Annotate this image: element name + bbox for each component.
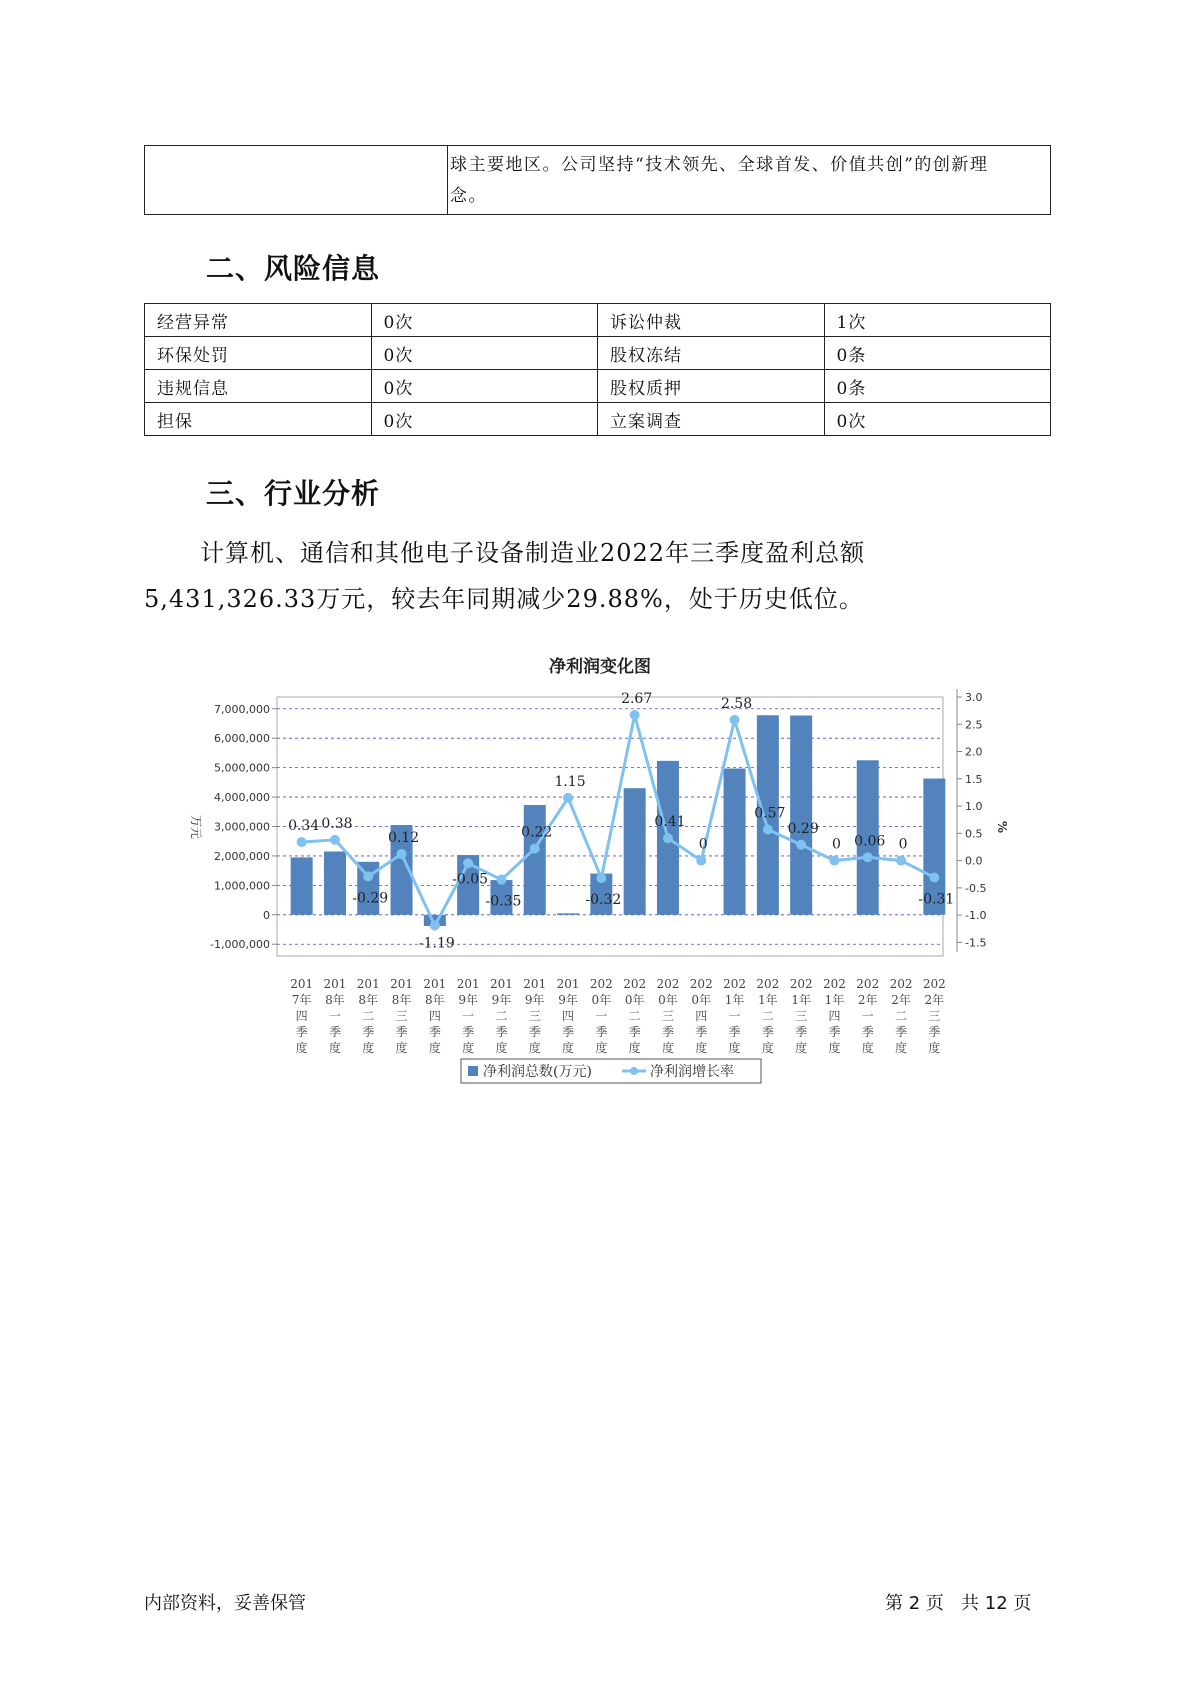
risk-item-value: 0次 xyxy=(371,304,598,337)
x-axis-category-label: 一 xyxy=(328,1009,341,1023)
x-axis-category-label: 季 xyxy=(728,1025,741,1039)
x-axis-category-label: 度 xyxy=(728,1041,741,1055)
x-axis-category-label: 季 xyxy=(695,1025,708,1039)
x-axis-category-label: 三 xyxy=(928,1009,941,1023)
x-axis-category-label: 季 xyxy=(362,1025,375,1039)
x-axis-category-label: 季 xyxy=(328,1025,341,1039)
x-axis-category-label: 度 xyxy=(861,1041,874,1055)
company-intro-table xyxy=(144,145,1051,215)
x-axis-category-label: 度 xyxy=(661,1041,674,1055)
growth-rate-point xyxy=(530,844,540,854)
legend-bar-label: 净利润总数(万元) xyxy=(483,1064,592,1080)
x-axis-category-label: 201 xyxy=(489,977,513,991)
growth-rate-data-label: -0.29 xyxy=(352,890,389,907)
x-axis-category-label: 202 xyxy=(856,977,880,991)
x-axis-category-label: 四 xyxy=(695,1009,708,1023)
growth-rate-data-label: 0.29 xyxy=(787,820,819,837)
growth-rate-point xyxy=(896,856,906,866)
x-axis-category-label: 季 xyxy=(495,1025,508,1039)
right-axis-tick-label: -0.5 xyxy=(965,881,987,895)
x-axis-category-label: 二 xyxy=(495,1009,508,1023)
x-axis-category-label: 度 xyxy=(528,1041,541,1055)
growth-rate-point xyxy=(696,856,706,866)
x-axis-category-label: 度 xyxy=(928,1041,941,1055)
x-axis-category-label: 9年 xyxy=(558,993,578,1007)
x-axis-category-label: 季 xyxy=(795,1025,808,1039)
x-axis-category-label: 季 xyxy=(595,1025,608,1039)
right-axis-tick-label: 1.0 xyxy=(965,800,983,814)
x-axis-category-label: 季 xyxy=(462,1025,475,1039)
x-axis-category-label: 8年 xyxy=(391,993,412,1007)
x-axis-category-label: 三 xyxy=(795,1009,808,1023)
x-axis-category-label: 度 xyxy=(295,1041,308,1055)
right-axis-tick-label: 0.5 xyxy=(965,827,983,841)
growth-rate-point xyxy=(563,793,573,803)
risk-item-label: 违规信息 xyxy=(145,370,372,403)
left-axis-title: 万元 xyxy=(189,814,203,840)
x-axis-category-label: 三 xyxy=(661,1009,674,1023)
table-cell xyxy=(145,146,448,215)
x-axis-category-label: 二 xyxy=(895,1009,908,1023)
growth-rate-point xyxy=(430,920,440,930)
growth-rate-point xyxy=(863,852,873,862)
x-axis-category-label: 8年 xyxy=(325,993,345,1007)
x-axis-category-label: 1年 xyxy=(791,993,811,1007)
bar-net-profit xyxy=(324,852,346,915)
chart-title: 净利润变化图 xyxy=(549,657,651,677)
x-axis-category-label: 9年 xyxy=(458,993,478,1007)
x-axis-category-label: 四 xyxy=(428,1009,441,1023)
growth-rate-point xyxy=(730,715,740,725)
legend-bar-swatch xyxy=(468,1066,478,1076)
x-axis-category-label: 季 xyxy=(761,1025,774,1039)
x-axis-category-label: 201 xyxy=(390,977,414,991)
table-row xyxy=(145,403,1051,436)
x-axis-category-label: 201 xyxy=(356,977,380,991)
intro-text-line: 球主要地区。公司坚持“技术领先、全球首发、价值共创”的创新理 xyxy=(450,155,989,175)
right-axis-tick-label: -1.0 xyxy=(965,909,987,923)
section-heading-industry: 三、行业分析 xyxy=(206,477,381,510)
table-row xyxy=(145,337,1051,370)
bar-net-profit xyxy=(790,716,812,915)
growth-rate-data-label: 0.57 xyxy=(754,805,786,822)
x-axis-category-label: 季 xyxy=(628,1025,641,1039)
growth-rate-point xyxy=(796,840,806,850)
growth-rate-point xyxy=(496,875,506,885)
x-axis-category-label: 季 xyxy=(895,1025,908,1039)
x-axis-category-label: 季 xyxy=(428,1025,441,1039)
growth-rate-data-label: 2.67 xyxy=(621,690,653,707)
x-axis-category-label: 度 xyxy=(828,1041,841,1055)
left-axis-tick-label: 5,000,000 xyxy=(214,761,270,775)
growth-rate-data-label: 0 xyxy=(831,836,841,853)
right-axis-tick-label: 2.0 xyxy=(965,745,983,759)
x-axis-category-label: 度 xyxy=(362,1041,375,1055)
x-axis-category-label: 0年 xyxy=(591,993,612,1007)
bar-net-profit xyxy=(724,769,746,915)
x-axis-category-label: 201 xyxy=(456,977,480,991)
net-profit-chart xyxy=(0,645,1191,1105)
x-axis-category-label: 2年 xyxy=(857,993,878,1007)
growth-rate-data-label: 0.34 xyxy=(288,818,320,835)
x-axis-category-label: 三 xyxy=(395,1009,408,1023)
x-axis-category-label: 季 xyxy=(562,1025,575,1039)
growth-rate-point xyxy=(330,835,340,845)
risk-item-value: 0次 xyxy=(824,403,1051,436)
x-axis-category-label: 度 xyxy=(628,1041,641,1055)
x-axis-category-label: 三 xyxy=(528,1009,541,1023)
x-axis-category-label: 201 xyxy=(323,977,347,991)
growth-rate-data-label: 0 xyxy=(698,836,708,853)
x-axis-category-label: 度 xyxy=(795,1041,808,1055)
x-axis-category-label: 0年 xyxy=(658,993,678,1007)
risk-item-label: 股权质押 xyxy=(598,370,825,403)
growth-rate-point xyxy=(397,849,407,859)
intro-text-line: 念。 xyxy=(450,186,487,206)
growth-rate-data-label: -0.31 xyxy=(918,891,955,908)
x-axis-category-label: 9年 xyxy=(491,993,512,1007)
right-axis-title: % xyxy=(995,820,1009,834)
growth-rate-data-label: -0.05 xyxy=(452,871,489,888)
growth-rate-data-label: 2.58 xyxy=(720,695,753,712)
growth-rate-point xyxy=(763,824,773,834)
x-axis-category-label: 0年 xyxy=(624,993,645,1007)
left-axis-tick-label: 6,000,000 xyxy=(214,732,270,746)
left-axis-tick-label: -1,000,000 xyxy=(210,938,270,952)
growth-rate-data-label: 0.38 xyxy=(321,815,353,832)
risk-item-value: 0次 xyxy=(371,337,598,370)
footer-confidential-note: 内部资料，妥善保管 xyxy=(144,1593,306,1614)
growth-rate-point xyxy=(829,856,839,866)
right-axis-tick-label: -1.5 xyxy=(965,936,987,950)
risk-item-value: 0次 xyxy=(371,370,598,403)
growth-rate-point xyxy=(463,858,473,868)
x-axis-category-label: 度 xyxy=(328,1041,341,1055)
x-axis-category-label: 202 xyxy=(756,977,780,991)
x-axis-category-label: 二 xyxy=(628,1009,641,1023)
x-axis-category-label: 一 xyxy=(462,1009,475,1023)
x-axis-category-label: 202 xyxy=(889,977,913,991)
growth-rate-data-label: 0.41 xyxy=(654,814,686,831)
x-axis-category-label: 季 xyxy=(928,1025,941,1039)
x-axis-category-label: 度 xyxy=(562,1041,575,1055)
legend-line-marker xyxy=(630,1067,638,1075)
growth-rate-data-label: 0.06 xyxy=(854,833,886,850)
x-axis-category-label: 202 xyxy=(822,977,846,991)
x-axis-category-label: 季 xyxy=(295,1025,308,1039)
x-axis-category-label: 季 xyxy=(861,1025,874,1039)
x-axis-category-label: 季 xyxy=(828,1025,841,1039)
x-axis-category-label: 202 xyxy=(656,977,680,991)
x-axis-category-label: 季 xyxy=(395,1025,408,1039)
x-axis-category-label: 8年 xyxy=(358,993,379,1007)
right-axis-tick-label: 1.5 xyxy=(965,772,983,786)
x-axis-category-label: 度 xyxy=(895,1041,908,1055)
growth-rate-data-label: 0.22 xyxy=(521,824,553,841)
x-axis-category-label: 202 xyxy=(723,977,747,991)
x-axis-category-label: 二 xyxy=(761,1009,774,1023)
x-axis-category-label: 度 xyxy=(761,1041,774,1055)
x-axis-category-label: 201 xyxy=(423,977,447,991)
x-axis-category-label: 202 xyxy=(689,977,713,991)
x-axis-category-label: 2年 xyxy=(924,993,945,1007)
x-axis-category-label: 度 xyxy=(495,1041,508,1055)
x-axis-category-label: 一 xyxy=(595,1009,608,1023)
growth-rate-point xyxy=(363,871,373,881)
risk-info-table xyxy=(144,303,1051,436)
growth-rate-data-label: -0.32 xyxy=(585,892,622,909)
x-axis-category-label: 202 xyxy=(589,977,613,991)
risk-item-label: 诉讼仲裁 xyxy=(598,304,825,337)
left-axis-tick-label: 1,000,000 xyxy=(214,879,270,893)
x-axis-category-label: 一 xyxy=(728,1009,741,1023)
risk-item-value: 1次 xyxy=(824,304,1051,337)
left-axis-tick-label: 0 xyxy=(263,908,270,922)
bar-net-profit xyxy=(557,913,579,914)
table-row xyxy=(145,370,1051,403)
x-axis-category-label: 度 xyxy=(695,1041,708,1055)
growth-rate-data-label: 0 xyxy=(898,836,908,853)
x-axis-category-label: 季 xyxy=(661,1025,674,1039)
left-axis-tick-label: 2,000,000 xyxy=(214,849,270,863)
x-axis-category-label: 1年 xyxy=(758,993,778,1007)
right-axis-tick-label: 2.5 xyxy=(965,718,983,732)
x-axis-category-label: 202 xyxy=(623,977,647,991)
left-axis-tick-label: 3,000,000 xyxy=(214,820,270,834)
x-axis-category-label: 1年 xyxy=(724,993,745,1007)
growth-rate-point xyxy=(596,873,606,883)
x-axis-category-label: 2年 xyxy=(891,993,911,1007)
left-axis-tick-label: 7,000,000 xyxy=(214,702,270,716)
risk-item-label: 环保处罚 xyxy=(145,337,372,370)
x-axis-category-label: 201 xyxy=(556,977,580,991)
x-axis-category-label: 201 xyxy=(290,977,314,991)
risk-item-label: 经营异常 xyxy=(145,304,372,337)
x-axis-category-label: 202 xyxy=(922,977,946,991)
x-axis-category-label: 四 xyxy=(562,1009,575,1023)
growth-rate-point xyxy=(630,710,640,720)
x-axis-category-label: 度 xyxy=(595,1041,608,1055)
x-axis-category-label: 季 xyxy=(528,1025,541,1039)
footer-page-number: 第 2 页 共 12 页 xyxy=(885,1593,1032,1614)
x-axis-category-label: 0年 xyxy=(691,993,712,1007)
risk-item-label: 担保 xyxy=(145,403,372,436)
growth-rate-data-label: -0.35 xyxy=(485,893,522,910)
left-axis-tick-label: 4,000,000 xyxy=(214,791,270,805)
table-cell xyxy=(448,146,1051,215)
section-heading-risk: 二、风险信息 xyxy=(206,252,381,285)
legend-line-label: 净利润增长率 xyxy=(650,1064,734,1080)
table-row xyxy=(145,304,1051,337)
bar-net-profit xyxy=(524,805,546,915)
risk-item-label: 立案调查 xyxy=(598,403,825,436)
x-axis-category-label: 度 xyxy=(462,1041,475,1055)
right-axis-tick-label: 3.0 xyxy=(965,691,983,704)
industry-analysis-paragraph: 计算机、通信和其他电子设备制造业2022年三季度盈利总额5,431,326.33万元，较去年同期减少29.88%，处于历史低位。 xyxy=(144,539,866,613)
growth-rate-data-label: 0.12 xyxy=(387,830,420,847)
risk-item-value: 0条 xyxy=(824,370,1051,403)
growth-rate-data-label: -1.19 xyxy=(418,935,455,952)
x-axis-category-label: 1年 xyxy=(824,993,845,1007)
x-axis-category-label: 二 xyxy=(362,1009,375,1023)
risk-item-value: 0条 xyxy=(824,337,1051,370)
right-axis-tick-label: 0.0 xyxy=(965,854,983,868)
x-axis-category-label: 度 xyxy=(428,1041,441,1055)
x-axis-category-label: 四 xyxy=(295,1009,308,1023)
x-axis-category-label: 度 xyxy=(395,1041,408,1055)
x-axis-category-label: 8年 xyxy=(425,993,445,1007)
risk-item-value: 0次 xyxy=(371,403,598,436)
x-axis-category-label: 9年 xyxy=(524,993,545,1007)
x-axis-category-label: 四 xyxy=(828,1009,841,1023)
growth-rate-point xyxy=(297,837,307,847)
bar-net-profit xyxy=(624,788,646,915)
x-axis-category-label: 202 xyxy=(789,977,813,991)
growth-rate-point xyxy=(929,872,939,882)
growth-rate-data-label: 1.15 xyxy=(554,773,586,790)
x-axis-category-label: 7年 xyxy=(291,993,312,1007)
x-axis-category-label: 201 xyxy=(523,977,547,991)
risk-item-label: 股权冻结 xyxy=(598,337,825,370)
growth-rate-point xyxy=(663,833,673,843)
x-axis-category-label: 一 xyxy=(861,1009,874,1023)
bar-net-profit xyxy=(291,857,313,914)
